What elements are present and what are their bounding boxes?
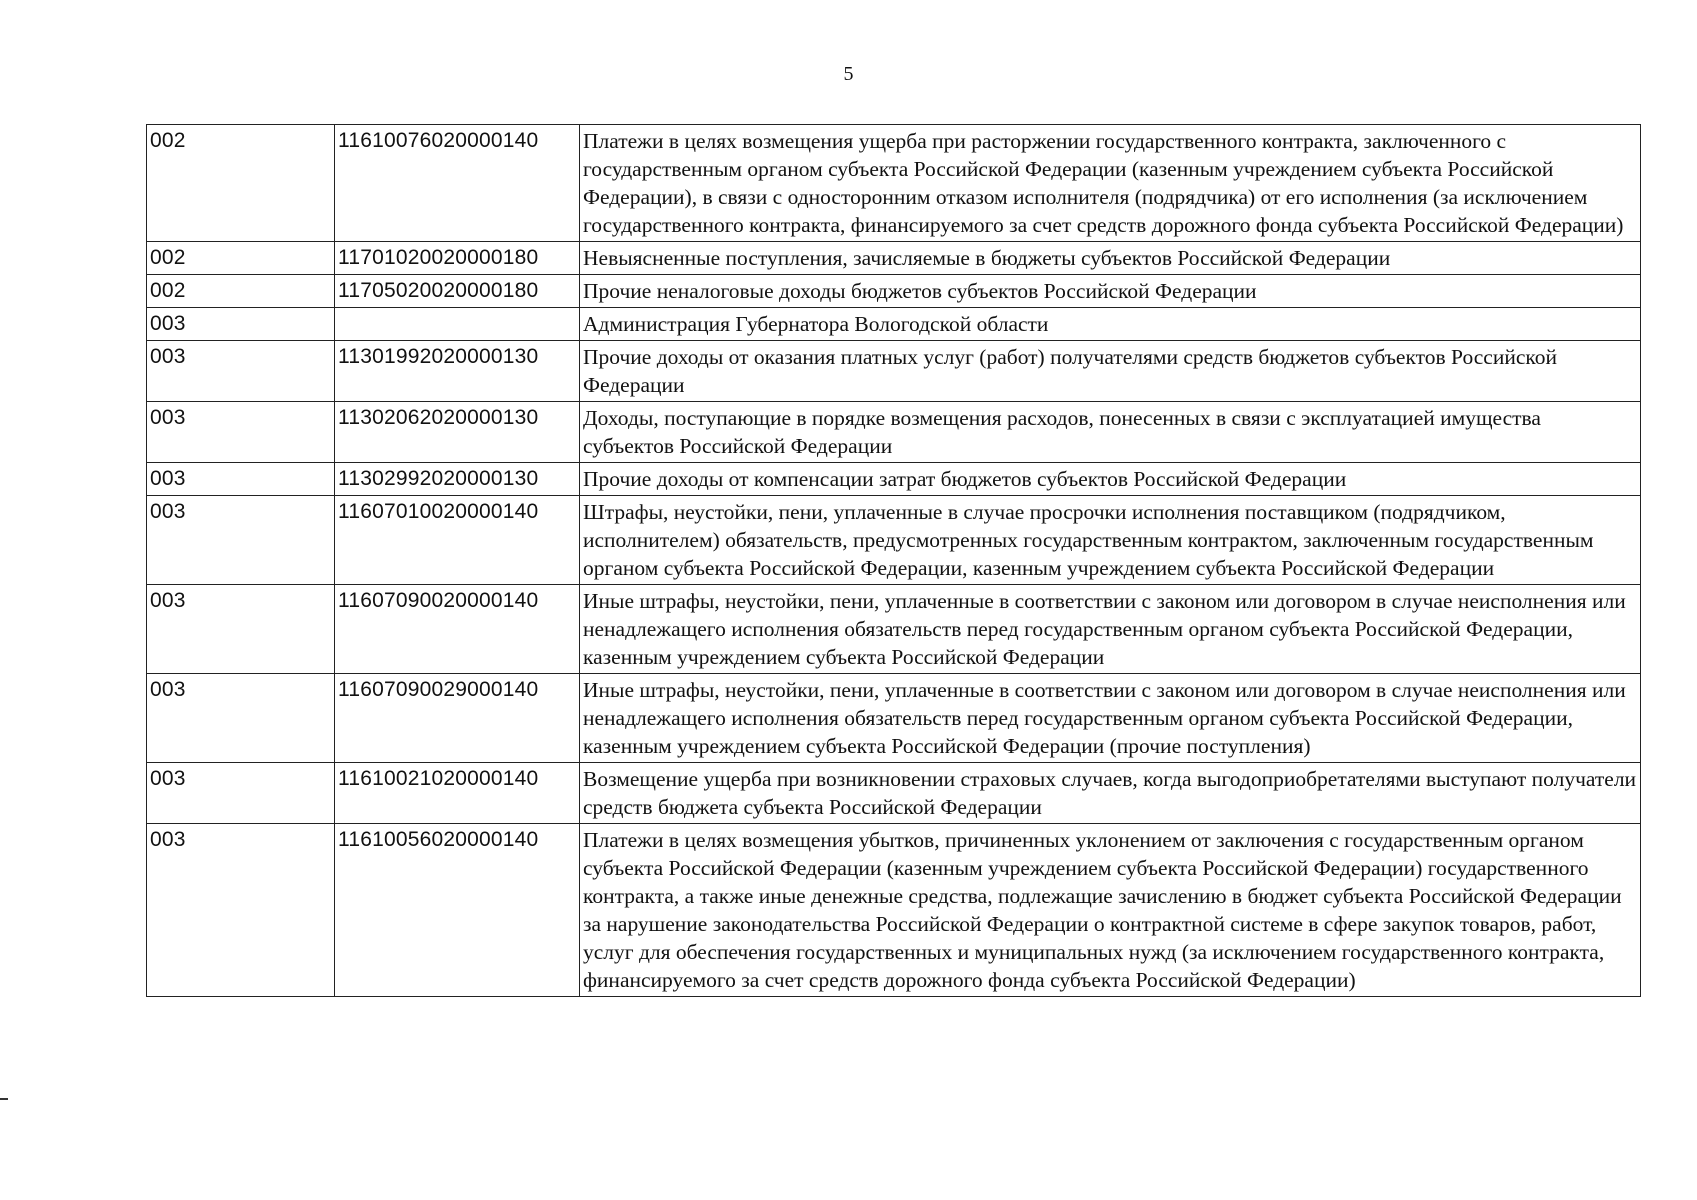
admin-code-cell: 002 [147,125,335,242]
table-row [147,308,1641,341]
admin-code-cell: 003 [147,585,335,674]
table-row [147,242,1641,275]
table-body [147,125,1641,997]
admin-code-cell: 002 [147,275,335,308]
admin-code-cell: 003 [147,824,335,997]
revenue-name-cell: Доходы, поступающие в порядке возмещения расходов, понесенных в связи с эксплуатацией имущества субъектов Российской Федерации [580,402,1641,463]
table-row [147,585,1641,674]
table-row [147,341,1641,402]
table-row [147,763,1641,824]
revenue-code-cell: 11607090029000140 [335,674,580,763]
revenue-name-cell: Прочие доходы от компенсации затрат бюджетов субъектов Российской Федерации [580,463,1641,496]
revenue-code-cell: 11607010020000140 [335,496,580,585]
revenue-name-cell: Невыясненные поступления, зачисляемые в бюджеты субъектов Российской Федерации [580,242,1641,275]
admin-code-cell: 003 [147,308,335,341]
revenue-codes-table [146,124,1641,997]
page-number: 5 [843,63,854,85]
revenue-name-cell: Платежи в целях возмещения убытков, причиненных уклонением от заключения с государственным органом субъекта Российской Федерации (казенным учреждением субъекта Российской Федерации) государственного контракта, а также иные денежные средства, подлежащие зачислению в бюджет субъекта Российской Федерации за нарушение законодательства Российской Федерации о контрактной системе в сфере закупок товаров, работ, услуг для обеспечения государственных и муниципальных нужд (за исключением государственного контракта, финансируемого за счет средств дорожного фонда субъекта Российской Федерации) [580,824,1641,997]
admin-code-cell: 002 [147,242,335,275]
revenue-code-cell: 11302062020000130 [335,402,580,463]
table-row [147,496,1641,585]
admin-code-cell: 003 [147,763,335,824]
revenue-code-cell: 11610021020000140 [335,763,580,824]
table-row [147,402,1641,463]
table-row [147,275,1641,308]
revenue-name-cell: Возмещение ущерба при возникновении страховых случаев, когда выгодоприобретателями выступают получатели средств бюджета субъекта Российской Федерации [580,763,1641,824]
revenue-code-cell: 11610076020000140 [335,125,580,242]
revenue-code-cell: 11705020020000180 [335,275,580,308]
revenue-code-cell: 11301992020000130 [335,341,580,402]
table-row [147,463,1641,496]
admin-code-cell: 003 [147,674,335,763]
admin-code-cell: 003 [147,402,335,463]
revenue-code-cell: 11302992020000130 [335,463,580,496]
revenue-code-cell: 11610056020000140 [335,824,580,997]
table-row [147,674,1641,763]
admin-code-cell: 003 [147,496,335,585]
table-row [147,125,1641,242]
revenue-code-cell: 11701020020000180 [335,242,580,275]
table-row [147,824,1641,997]
revenue-name-cell: Прочие неналоговые доходы бюджетов субъектов Российской Федерации [580,275,1641,308]
revenue-name-cell: Иные штрафы, неустойки, пени, уплаченные в соответствии с законом или договором в случае неисполнения или ненадлежащего исполнения обязательств перед государственным органом субъекта Российской Федерации, казенным учреждением субъекта Российской Федерации (прочие поступления) [580,674,1641,763]
revenue-name-cell: Администрация Губернатора Вологодской области [580,308,1641,341]
admin-code-cell: 003 [147,463,335,496]
revenue-code-cell [335,308,580,341]
admin-code-cell: 003 [147,341,335,402]
scan-artifact [0,1098,8,1100]
revenue-name-cell: Прочие доходы от оказания платных услуг (работ) получателями средств бюджетов субъектов Российской Федерации [580,341,1641,402]
revenue-name-cell: Иные штрафы, неустойки, пени, уплаченные в соответствии с законом или договором в случае неисполнения или ненадлежащего исполнения обязательств перед государственным органом субъекта Российской Федерации, казенным учреждением субъекта Российской Федерации [580,585,1641,674]
revenue-name-cell: Платежи в целях возмещения ущерба при расторжении государственного контракта, заключенного с государственным органом субъекта Российской Федерации (казенным учреждением субъекта Российской Федерации), в связи с односторонним отказом исполнителя (подрядчика) от его исполнения (за исключением государственного контракта, финансируемого за счет средств дорожного фонда субъекта Российской Федерации) [580,125,1641,242]
revenue-name-cell: Штрафы, неустойки, пени, уплаченные в случае просрочки исполнения поставщиком (подрядчиком, исполнителем) обязательств, предусмотренных государственным контрактом, заключенным государственным органом субъекта Российской Федерации, казенным учреждением субъекта Российской Федерации [580,496,1641,585]
revenue-code-cell: 11607090020000140 [335,585,580,674]
